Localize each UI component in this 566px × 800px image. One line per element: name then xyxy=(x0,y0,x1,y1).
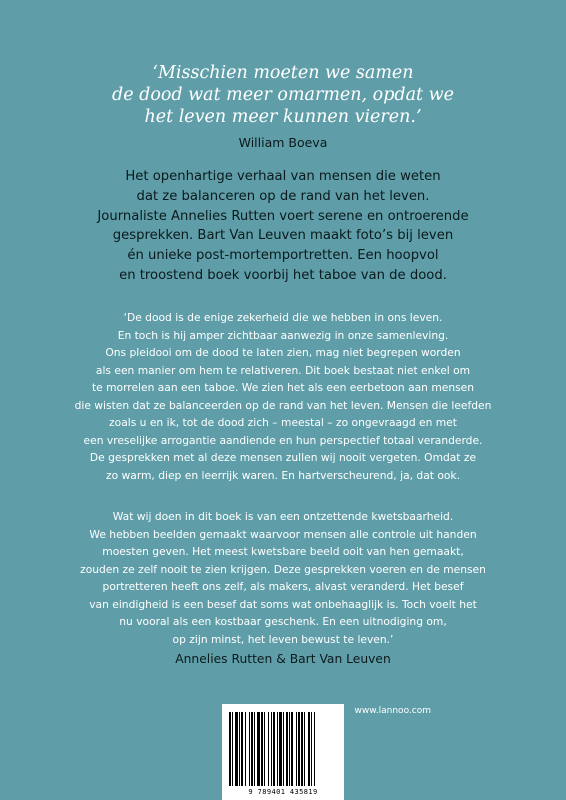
body-line: zouden ze zelf nooit te zien krijgen. Deze gesprekken voeren en de mensen xyxy=(80,562,486,576)
body-line: nu vooral als een kostbaar geschenk. En een uitnodiging om, xyxy=(119,615,447,628)
intro-line: dat ze balanceren op de rand van het leven. xyxy=(136,188,430,204)
body-line: zoals u en ik, tot de dood zich – meestal – zo ongevraagd en met xyxy=(109,416,457,429)
quote-line: de dood wat meer omarmen, opdat we xyxy=(112,85,454,105)
isbn-number: 9 789401 435819 xyxy=(248,788,318,796)
isbn-barcode xyxy=(222,704,344,800)
body-line: als een manier om hem te relativeren. Dit boek bestaat niet enkel om xyxy=(95,363,471,377)
author-signature: Annelies Rutten & Bart Van Leuven xyxy=(175,652,391,666)
body-line: die wisten dat ze balanceerden op de rand van het leven. Mensen die leefden xyxy=(74,398,492,412)
body-line: De gesprekken met al deze mensen zullen wij nooit vergeten. Omdat ze xyxy=(89,451,477,464)
intro-line: en troostend boek voorbij het taboe van de dood. xyxy=(119,267,447,283)
quote-line: ‘Misschien moeten we samen xyxy=(152,63,414,83)
body-line: te morrelen aan een taboe. We zien het als een eerbetoon aan mensen xyxy=(91,381,475,394)
body-line: van eindigheid is een besef dat soms wat onbehaaglijk is. Toch voelt het xyxy=(89,597,477,611)
body-paragraph-2 xyxy=(0,508,566,648)
body-line: portretteren heeft ons zelf, als makers, alvast veranderd. Het besef xyxy=(102,580,464,593)
intro-line: én unieke post-mortemportretten. Een hoopvol xyxy=(127,248,439,264)
intro-blurb xyxy=(0,167,566,286)
barcode-bars-graphic xyxy=(229,712,337,786)
body-line: zo warm, diep en leerrijk waren. En hartverscheurend, ja, dat ook. xyxy=(105,468,461,482)
body-line: ‘De dood is de enige zekerheid die we hebben in ons leven. xyxy=(123,311,443,324)
epigraph-quote xyxy=(0,62,566,128)
quote-line: het leven meer kunnen vieren.’ xyxy=(144,107,422,127)
body-line: We hebben beelden gemaakt waarvoor mensen alle controle uit handen xyxy=(89,527,477,541)
intro-line: Het openhartige verhaal van mensen die weten xyxy=(125,169,441,184)
body-paragraph-1 xyxy=(0,309,566,484)
body-line: moesten geven. Het meest kwetsbare beeld ooit van hen gemaakt, xyxy=(102,545,464,558)
quote-author: William Boeva xyxy=(238,135,328,150)
intro-line: gesprekken. Bart Van Leuven maakt foto’s bij leven xyxy=(112,228,454,244)
intro-line: Journaliste Annelies Rutten voert serene en ontroerende xyxy=(97,208,469,224)
body-line: op zijn minst, het leven bewust te leven.’ xyxy=(172,632,394,646)
body-line: En toch is hij amper zichtbaar aanwezig in onze samenleving. xyxy=(117,328,449,342)
body-line: een vreselijke arrogantie aandiende en hun perspectief totaal veranderde. xyxy=(83,433,483,447)
body-line: Wat wij doen in dit boek is van een ontzettende kwetsbaarheid. xyxy=(112,510,454,523)
publisher-website: www.lannoo.com xyxy=(354,706,431,716)
body-line: Ons pleidooi om de dood te laten zien, mag niet begrepen worden xyxy=(105,346,461,359)
